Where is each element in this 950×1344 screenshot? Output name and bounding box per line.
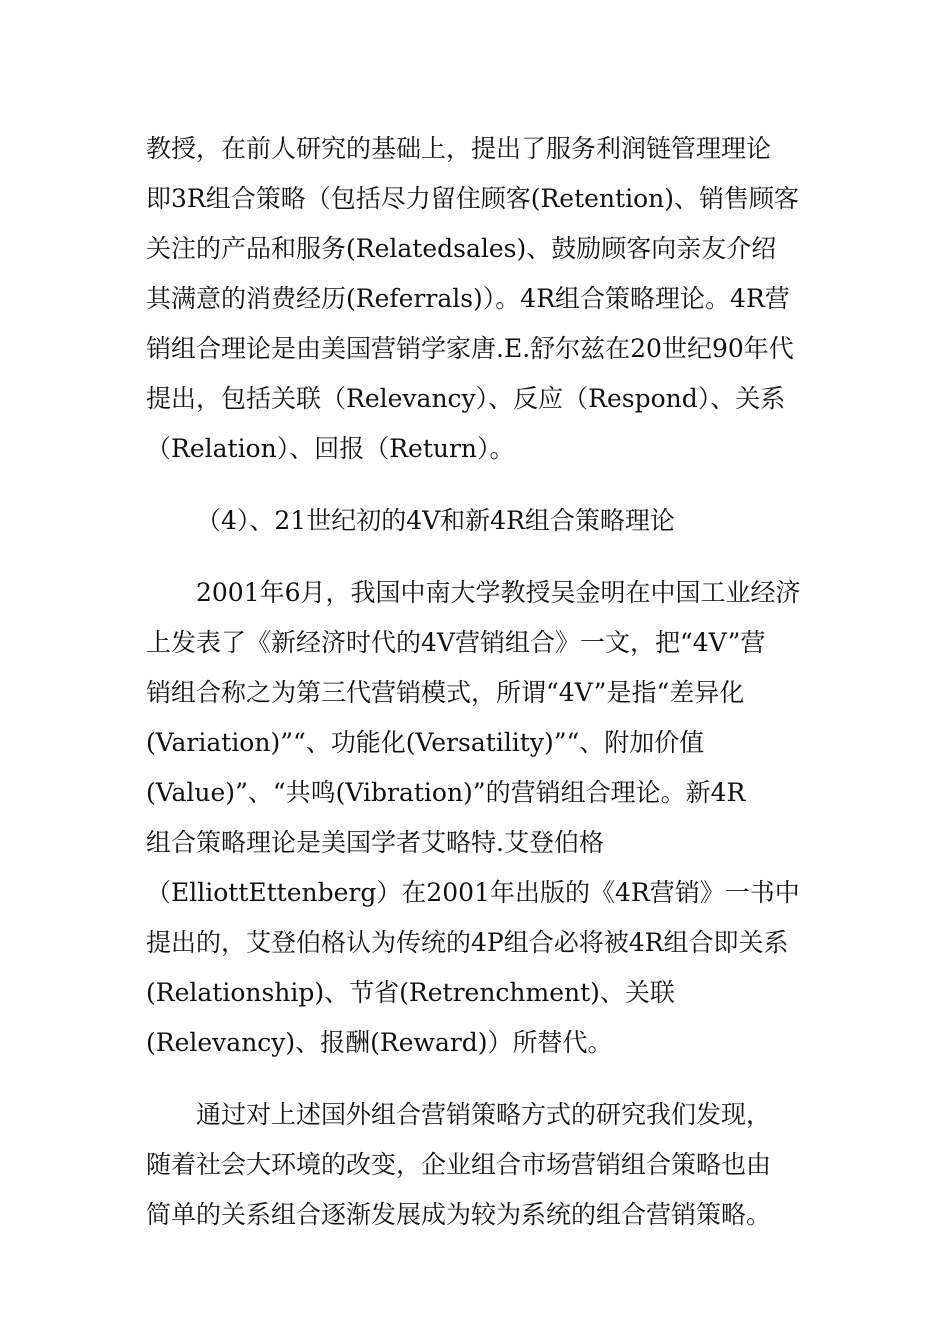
text-line: 简单的关系组合逐渐发展成为较为系统的组合营销策略。 bbox=[146, 1200, 772, 1229]
paragraph-4v-theory bbox=[146, 568, 806, 1068]
text-line: (Value)”、“共鸣(Vibration)”的营销组合理论。新4R bbox=[146, 778, 746, 807]
text-line: 关注的产品和服务(Relatedsales)、鼓励顾客向亲友介绍 bbox=[146, 234, 777, 263]
heading-line: （4）、21世纪初的4V和新4R组合策略理论 bbox=[196, 506, 675, 535]
text-line: 通过对上述国外组合营销策略方式的研究我们发现， bbox=[196, 1100, 772, 1129]
paragraph-conclusion bbox=[146, 1090, 806, 1240]
text-line: 上发表了《新经济时代的4V营销组合》一文，把“4V”营 bbox=[146, 628, 766, 657]
text-line: 提出的，艾登伯格认为传统的4P组合必将被4R组合即关系 bbox=[146, 928, 789, 957]
text-line: 销组合称之为第三代营销模式，所谓“4V”是指“差异化 bbox=[146, 678, 745, 707]
text-line: (Relationship)、节省(Retrenchment)、关联 bbox=[146, 978, 675, 1007]
text-line: (Relevancy)、报酬(Reward)）所替代。 bbox=[146, 1028, 613, 1057]
text-line: 2001年6月，我国中南大学教授吴金明在中国工业经济 bbox=[196, 578, 801, 607]
text-line: (Variation)”“、功能化(Versatility)”“、附加价值 bbox=[146, 728, 705, 757]
text-line: 随着社会大环境的改变，企业组合市场营销组合策略也由 bbox=[146, 1150, 772, 1179]
text-line: 销组合理论是由美国营销学家唐.E.舒尔兹在20世纪90年代 bbox=[146, 334, 794, 363]
text-line: 即3R组合策略（包括尽力留住顾客(Retention)、销售顾客 bbox=[146, 184, 799, 213]
paragraph-3r-4r-theory bbox=[146, 124, 806, 474]
document-page bbox=[146, 124, 806, 1240]
text-line: （Relation）、回报（Return）。 bbox=[146, 434, 515, 463]
text-line: 教授，在前人研究的基础上，提出了服务利润链管理理论 bbox=[146, 134, 772, 163]
text-line: 提出，包括关联（Relevancy）、反应（Respond）、关系 bbox=[146, 384, 786, 413]
text-line: 其满意的消费经历(Referrals)）。4R组合策略理论。4R营 bbox=[146, 284, 790, 313]
text-line: （ElliottEttenberg）在2001年出版的《4R营销》一书中 bbox=[146, 878, 800, 907]
section-heading bbox=[146, 496, 806, 546]
text-line: 组合策略理论是美国学者艾略特.艾登伯格 bbox=[146, 828, 604, 857]
